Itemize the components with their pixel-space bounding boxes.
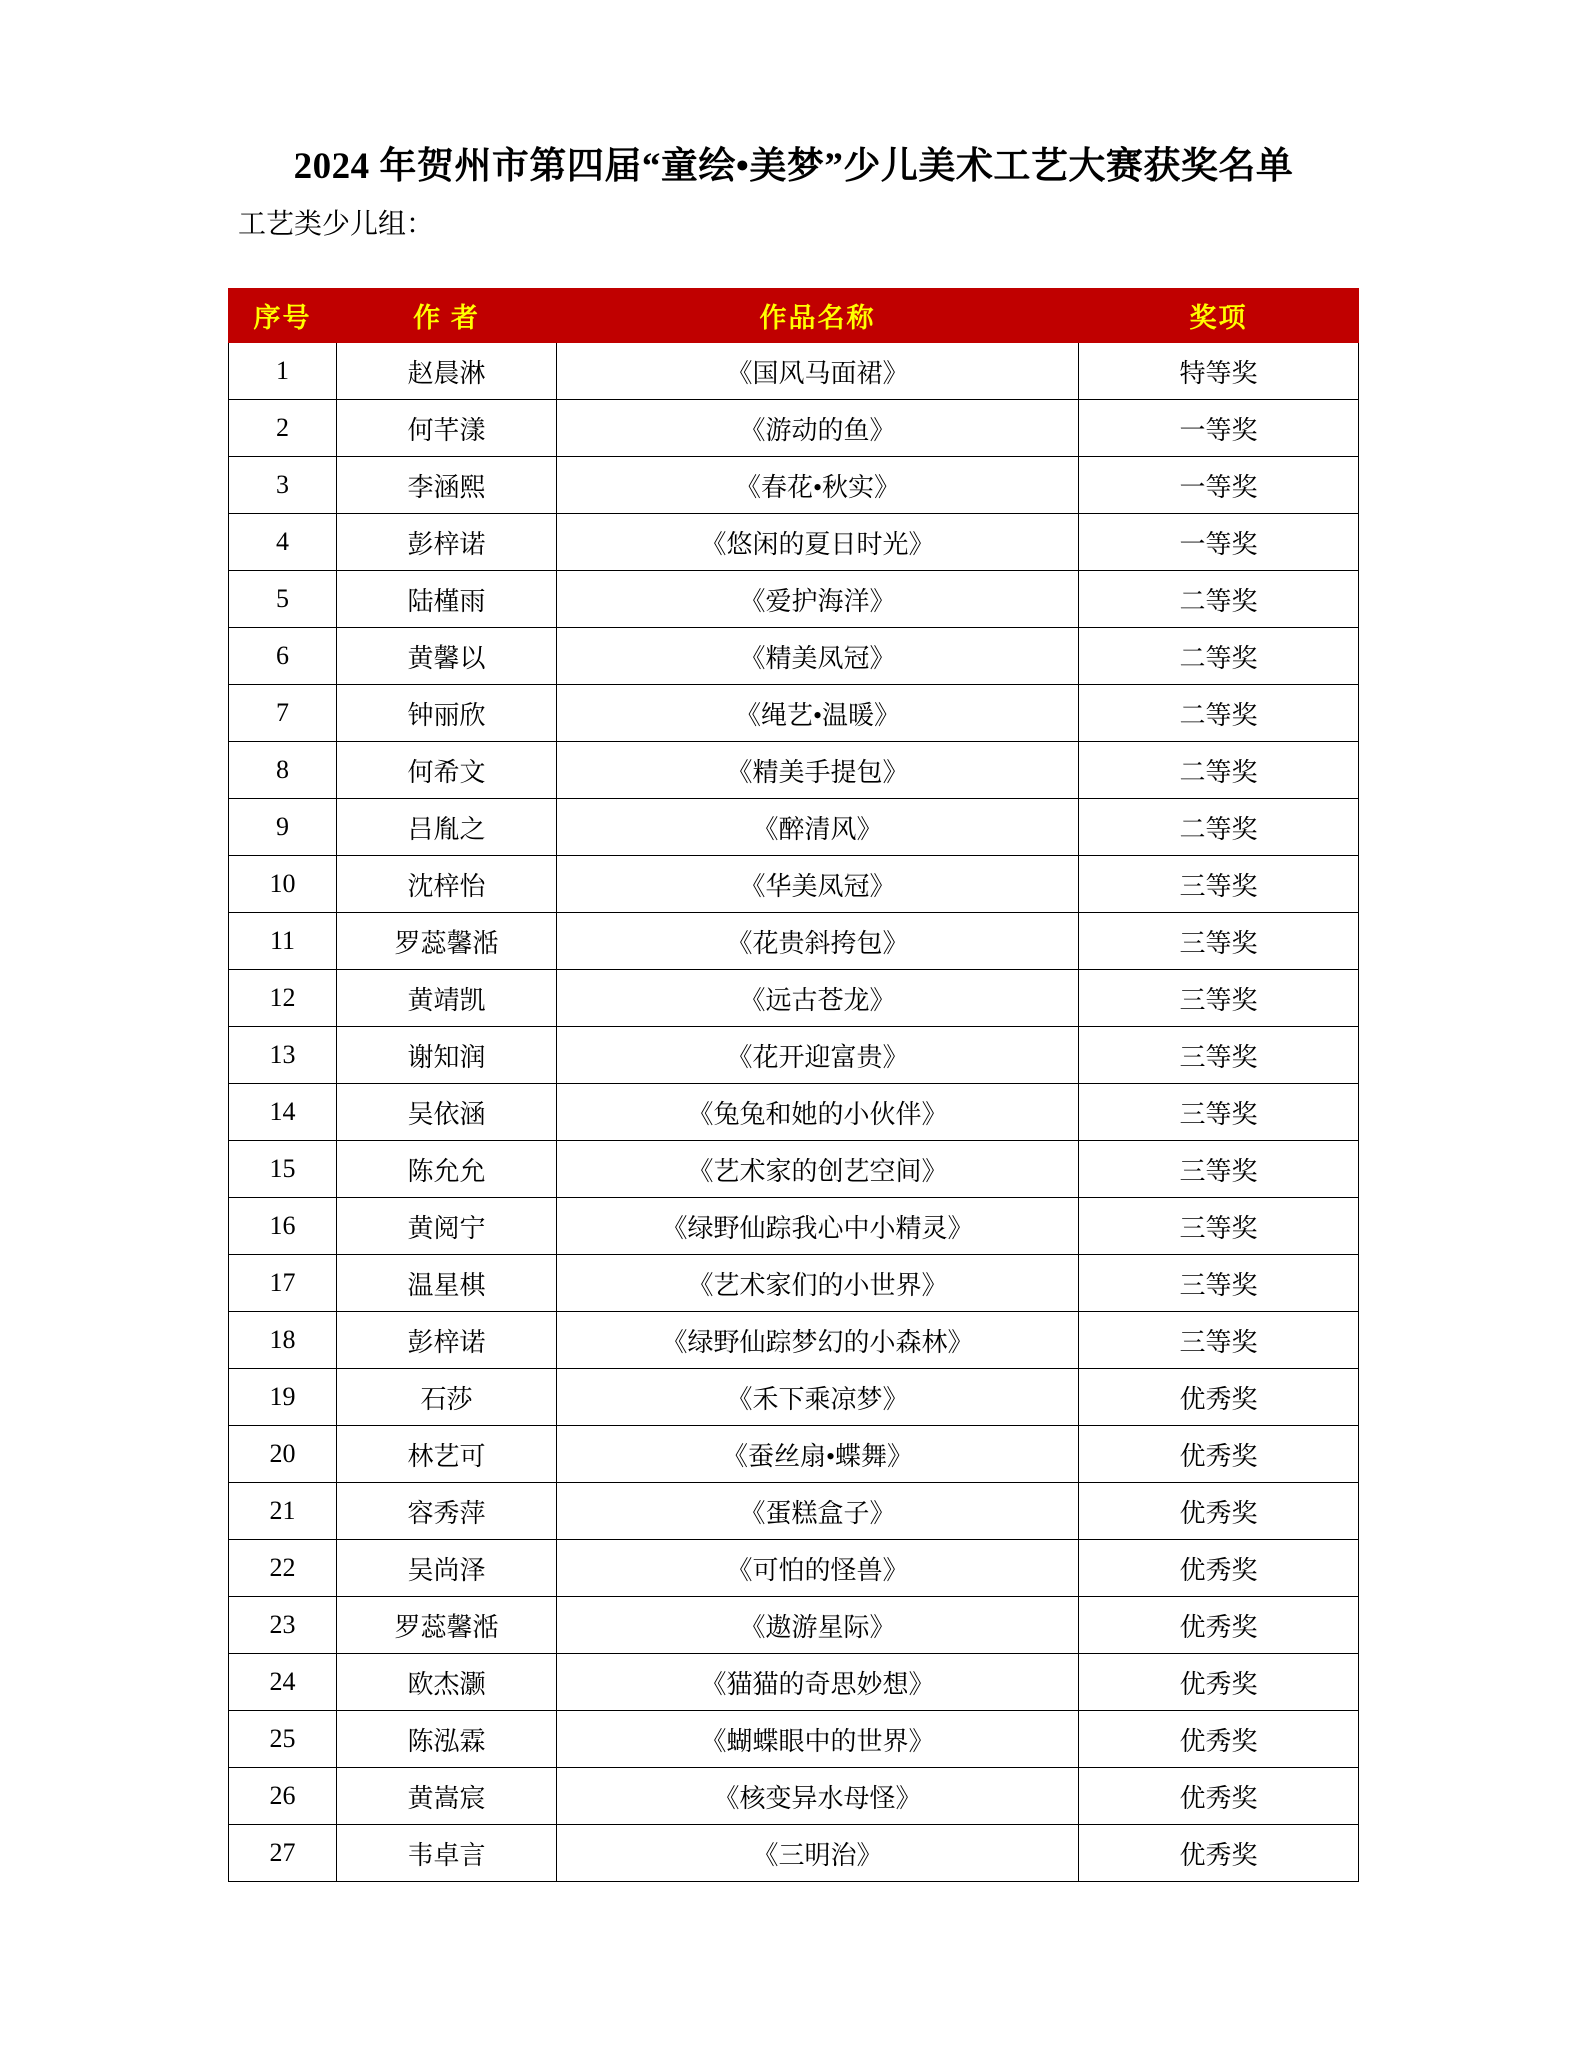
cell-author: 罗蕊馨湉 — [337, 913, 557, 970]
cell-work: 《远古苍龙》 — [557, 970, 1079, 1027]
cell-author: 何芊漾 — [337, 400, 557, 457]
cell-award: 二等奖 — [1079, 799, 1359, 856]
cell-award: 二等奖 — [1079, 742, 1359, 799]
table-row — [229, 856, 1359, 913]
cell-index: 13 — [229, 1027, 337, 1084]
table-row — [229, 1483, 1359, 1540]
cell-author: 林艺可 — [337, 1426, 557, 1483]
cell-work: 《华美凤冠》 — [557, 856, 1079, 913]
table-row — [229, 970, 1359, 1027]
table-row — [229, 1084, 1359, 1141]
table-header-row — [229, 289, 1359, 343]
cell-author: 沈梓怡 — [337, 856, 557, 913]
cell-author: 黄嵩宸 — [337, 1768, 557, 1825]
cell-award: 三等奖 — [1079, 1198, 1359, 1255]
cell-work: 《兔兔和她的小伙伴》 — [557, 1084, 1079, 1141]
table-row — [229, 799, 1359, 856]
cell-award: 二等奖 — [1079, 685, 1359, 742]
cell-author: 吴依涵 — [337, 1084, 557, 1141]
table-row — [229, 1825, 1359, 1882]
cell-author: 陈泓霖 — [337, 1711, 557, 1768]
cell-index: 2 — [229, 400, 337, 457]
cell-index: 6 — [229, 628, 337, 685]
column-header-author: 作 者 — [337, 289, 557, 343]
cell-work: 《可怕的怪兽》 — [557, 1540, 1079, 1597]
cell-work: 《蝴蝶眼中的世界》 — [557, 1711, 1079, 1768]
cell-award: 优秀奖 — [1079, 1426, 1359, 1483]
cell-author: 谢知润 — [337, 1027, 557, 1084]
cell-award: 优秀奖 — [1079, 1768, 1359, 1825]
cell-award: 一等奖 — [1079, 514, 1359, 571]
table-header — [229, 289, 1359, 343]
cell-author: 吕胤之 — [337, 799, 557, 856]
table-row — [229, 742, 1359, 799]
cell-award: 特等奖 — [1079, 343, 1359, 400]
cell-award: 一等奖 — [1079, 457, 1359, 514]
cell-author: 赵晨淋 — [337, 343, 557, 400]
cell-author: 钟丽欣 — [337, 685, 557, 742]
cell-work: 《核变异水母怪》 — [557, 1768, 1079, 1825]
cell-index: 7 — [229, 685, 337, 742]
cell-award: 优秀奖 — [1079, 1597, 1359, 1654]
cell-work: 《绿野仙踪梦幻的小森林》 — [557, 1312, 1079, 1369]
cell-author: 陆槿雨 — [337, 571, 557, 628]
cell-work: 《爱护海洋》 — [557, 571, 1079, 628]
cell-work: 《精美凤冠》 — [557, 628, 1079, 685]
cell-index: 10 — [229, 856, 337, 913]
cell-award: 一等奖 — [1079, 400, 1359, 457]
cell-work: 《蛋糕盒子》 — [557, 1483, 1079, 1540]
cell-index: 9 — [229, 799, 337, 856]
cell-index: 11 — [229, 913, 337, 970]
cell-author: 欧杰灏 — [337, 1654, 557, 1711]
cell-index: 3 — [229, 457, 337, 514]
cell-award: 优秀奖 — [1079, 1825, 1359, 1882]
cell-award: 优秀奖 — [1079, 1540, 1359, 1597]
cell-index: 17 — [229, 1255, 337, 1312]
cell-index: 18 — [229, 1312, 337, 1369]
cell-award: 优秀奖 — [1079, 1711, 1359, 1768]
cell-index: 15 — [229, 1141, 337, 1198]
cell-award: 三等奖 — [1079, 1084, 1359, 1141]
cell-index: 14 — [229, 1084, 337, 1141]
table-row — [229, 1711, 1359, 1768]
table-row — [229, 1768, 1359, 1825]
column-header-award: 奖项 — [1079, 289, 1359, 343]
cell-work: 《花开迎富贵》 — [557, 1027, 1079, 1084]
table-row — [229, 1369, 1359, 1426]
cell-work: 《蚕丝扇•蝶舞》 — [557, 1426, 1079, 1483]
cell-author: 吴尚泽 — [337, 1540, 557, 1597]
cell-index: 16 — [229, 1198, 337, 1255]
cell-work: 《游动的鱼》 — [557, 400, 1079, 457]
cell-author: 温星棋 — [337, 1255, 557, 1312]
cell-work: 《悠闲的夏日时光》 — [557, 514, 1079, 571]
cell-work: 《艺术家的创艺空间》 — [557, 1141, 1079, 1198]
award-table — [228, 288, 1359, 1882]
cell-index: 19 — [229, 1369, 337, 1426]
cell-index: 20 — [229, 1426, 337, 1483]
cell-index: 4 — [229, 514, 337, 571]
cell-work: 《花贵斜挎包》 — [557, 913, 1079, 970]
cell-index: 26 — [229, 1768, 337, 1825]
cell-award: 优秀奖 — [1079, 1483, 1359, 1540]
cell-author: 何希文 — [337, 742, 557, 799]
table-row — [229, 913, 1359, 970]
table-row — [229, 514, 1359, 571]
table-row — [229, 457, 1359, 514]
table-row — [229, 1141, 1359, 1198]
cell-index: 22 — [229, 1540, 337, 1597]
cell-author: 彭梓诺 — [337, 514, 557, 571]
cell-work: 《绳艺•温暖》 — [557, 685, 1079, 742]
cell-author: 彭梓诺 — [337, 1312, 557, 1369]
cell-award: 三等奖 — [1079, 1141, 1359, 1198]
column-header-work: 作品名称 — [557, 289, 1079, 343]
cell-index: 8 — [229, 742, 337, 799]
cell-author: 容秀萍 — [337, 1483, 557, 1540]
cell-author: 石莎 — [337, 1369, 557, 1426]
cell-award: 三等奖 — [1079, 913, 1359, 970]
award-table-container — [228, 288, 1358, 1882]
cell-award: 三等奖 — [1079, 1312, 1359, 1369]
cell-index: 1 — [229, 343, 337, 400]
cell-author: 李涵熙 — [337, 457, 557, 514]
table-row — [229, 1597, 1359, 1654]
table-row — [229, 571, 1359, 628]
cell-award: 三等奖 — [1079, 1255, 1359, 1312]
cell-award: 二等奖 — [1079, 628, 1359, 685]
cell-index: 23 — [229, 1597, 337, 1654]
cell-award: 优秀奖 — [1079, 1654, 1359, 1711]
cell-index: 21 — [229, 1483, 337, 1540]
cell-work: 《绿野仙踪我心中小精灵》 — [557, 1198, 1079, 1255]
cell-author: 陈允允 — [337, 1141, 557, 1198]
cell-index: 25 — [229, 1711, 337, 1768]
section-subtitle: 工艺类少儿组： — [238, 209, 435, 240]
table-row — [229, 1198, 1359, 1255]
cell-work: 《国风马面裙》 — [557, 343, 1079, 400]
table-row — [229, 400, 1359, 457]
cell-award: 二等奖 — [1079, 571, 1359, 628]
cell-work: 《猫猫的奇思妙想》 — [557, 1654, 1079, 1711]
page-title: 2024 年贺州市第四届“童绘•美梦”少儿美术工艺大赛获奖名单 — [293, 146, 1294, 187]
cell-work: 《遨游星际》 — [557, 1597, 1079, 1654]
cell-work: 《艺术家们的小世界》 — [557, 1255, 1079, 1312]
table-row — [229, 1027, 1359, 1084]
cell-work: 《三明治》 — [557, 1825, 1079, 1882]
cell-award: 优秀奖 — [1079, 1369, 1359, 1426]
cell-index: 24 — [229, 1654, 337, 1711]
table-row — [229, 685, 1359, 742]
cell-index: 27 — [229, 1825, 337, 1882]
cell-award: 三等奖 — [1079, 856, 1359, 913]
table-row — [229, 343, 1359, 400]
cell-work: 《精美手提包》 — [557, 742, 1079, 799]
cell-author: 罗蕊馨湉 — [337, 1597, 557, 1654]
cell-index: 12 — [229, 970, 337, 1027]
cell-author: 黄馨以 — [337, 628, 557, 685]
cell-award: 三等奖 — [1079, 970, 1359, 1027]
table-body — [229, 343, 1359, 1882]
cell-work: 《春花•秋实》 — [557, 457, 1079, 514]
table-row — [229, 1255, 1359, 1312]
column-header-index: 序号 — [229, 289, 337, 343]
table-row — [229, 1312, 1359, 1369]
cell-author: 黄靖凯 — [337, 970, 557, 1027]
cell-author: 韦卓言 — [337, 1825, 557, 1882]
table-row — [229, 628, 1359, 685]
cell-author: 黄阅宁 — [337, 1198, 557, 1255]
cell-index: 5 — [229, 571, 337, 628]
table-row — [229, 1426, 1359, 1483]
table-row — [229, 1540, 1359, 1597]
table-row — [229, 1654, 1359, 1711]
cell-work: 《醉清风》 — [557, 799, 1079, 856]
cell-work: 《禾下乘凉梦》 — [557, 1369, 1079, 1426]
cell-award: 三等奖 — [1079, 1027, 1359, 1084]
